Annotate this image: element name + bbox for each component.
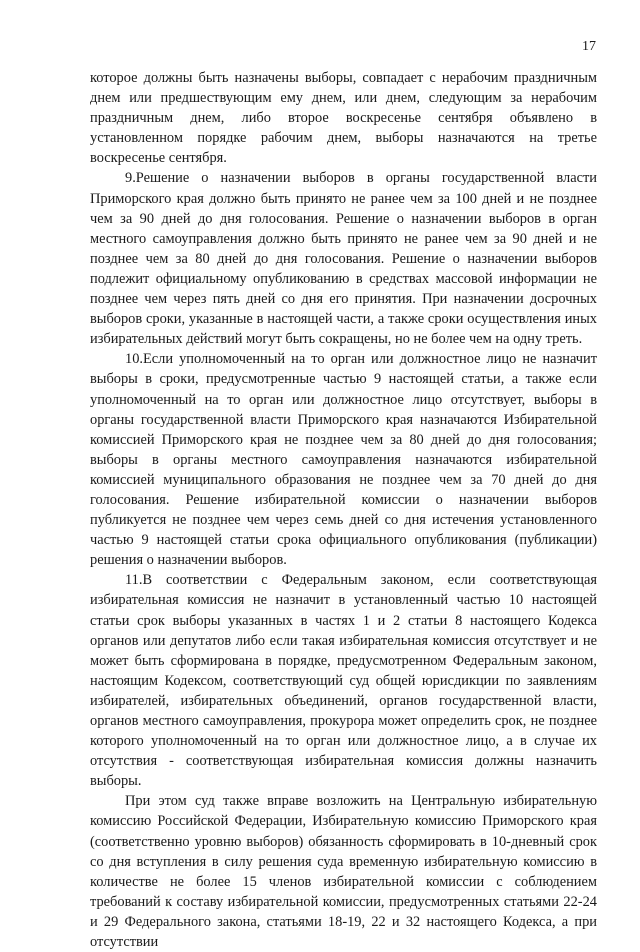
page-number: 17: [582, 39, 596, 54]
paragraph-part-10: 10.Если уполномоченный на то орган или должностное лицо не назначит выборы в сроки, предусмотренные частью 9 настоящей статьи, а также если уполномоченный на то орган или должностное лицо отсутствует, выборы в органы государственной власти Приморского края назначаются Избирательной комиссией Приморского края не позднее чем за 80 дней до дня голосования; выборы в органы местного самоуправления назначаются избирательной комиссией муниципального образования не позднее чем за 70 дней до дня голосования. Решение избирательной комиссии о назначении выборов публикуется не позднее чем через семь дней со дня истечения установленного частью 9 настоящей статьи срока официального опубликования (публикации) решения о назначении выборов.: [90, 351, 597, 569]
paragraph-continuation: которое должны быть назначены выборы, совпадает с нерабочим праздничным днем или предшествующим ему днем, или днем, следующим за нерабочим праздничным днем, либо второе воскресенье сентября объявлено в установленном порядке рабочим днем, выборы назначаются на третье воскресенье сентября.: [90, 70, 597, 167]
paragraph-court-clause: При этом суд также вправе возложить на Центральную избирательную комиссию Российской Федерации, Избирательную комиссию Приморского края (соответственно уровню выборов) обязанность сформировать в 10-дневный срок со дня вступления в силу решения суда временную избирательную комиссию в количестве не более 15 членов избирательной комиссии с соблюдением требований к составу избирательной комиссии, предусмотренных статьями 22-24 и 29 Федерального закона, статьями 18-19, 22 и 32 настоящего Кодекса, а при отсутствии: [90, 793, 597, 951]
paragraph-part-9: 9.Решение о назначении выборов в органы государственной власти Приморского края должно быть принято не ранее чем за 100 дней и не позднее чем за 90 дней до дня голосования. Решение о назначении выборов в орган местного самоуправления должно быть принято не ранее чем за 90 дней и не позднее чем за 80 дней до дня голосования. Решение о назначении выборов подлежит официальному опубликованию в средствах массовой информации не позднее чем через пять дней со дня его принятия. При назначении досрочных выборов сроки, указанные в настоящей части, а также сроки осуществления иных избирательных действий могут быть сокращены, но не более чем на одну треть.: [90, 170, 597, 348]
document-body: [90, 68, 597, 952]
paragraph-part-11: 11.В соответствии с Федеральным законом, если соответствующая избирательная комиссия не назначит в установленный частью 10 настоящей статьи срок выборы указанных в частях 1 и 2 статьи 8 настоящего Кодекса органов или депутатов либо если такая избирательная комиссия отсутствует и не может быть сформирована в порядке, предусмотренном Федеральным законом, настоящим Кодексом, соответствующий суд общей юрисдикции по заявлениям избирателей, избирательных объединений, органов государственной власти, органов местного самоуправления, прокурора может определить срок, не позднее которого уполномоченный на то орган или должностное лицо, а в случае их отсутствия - соответствующая избирательная комиссия должны назначить выборы.: [90, 572, 597, 790]
